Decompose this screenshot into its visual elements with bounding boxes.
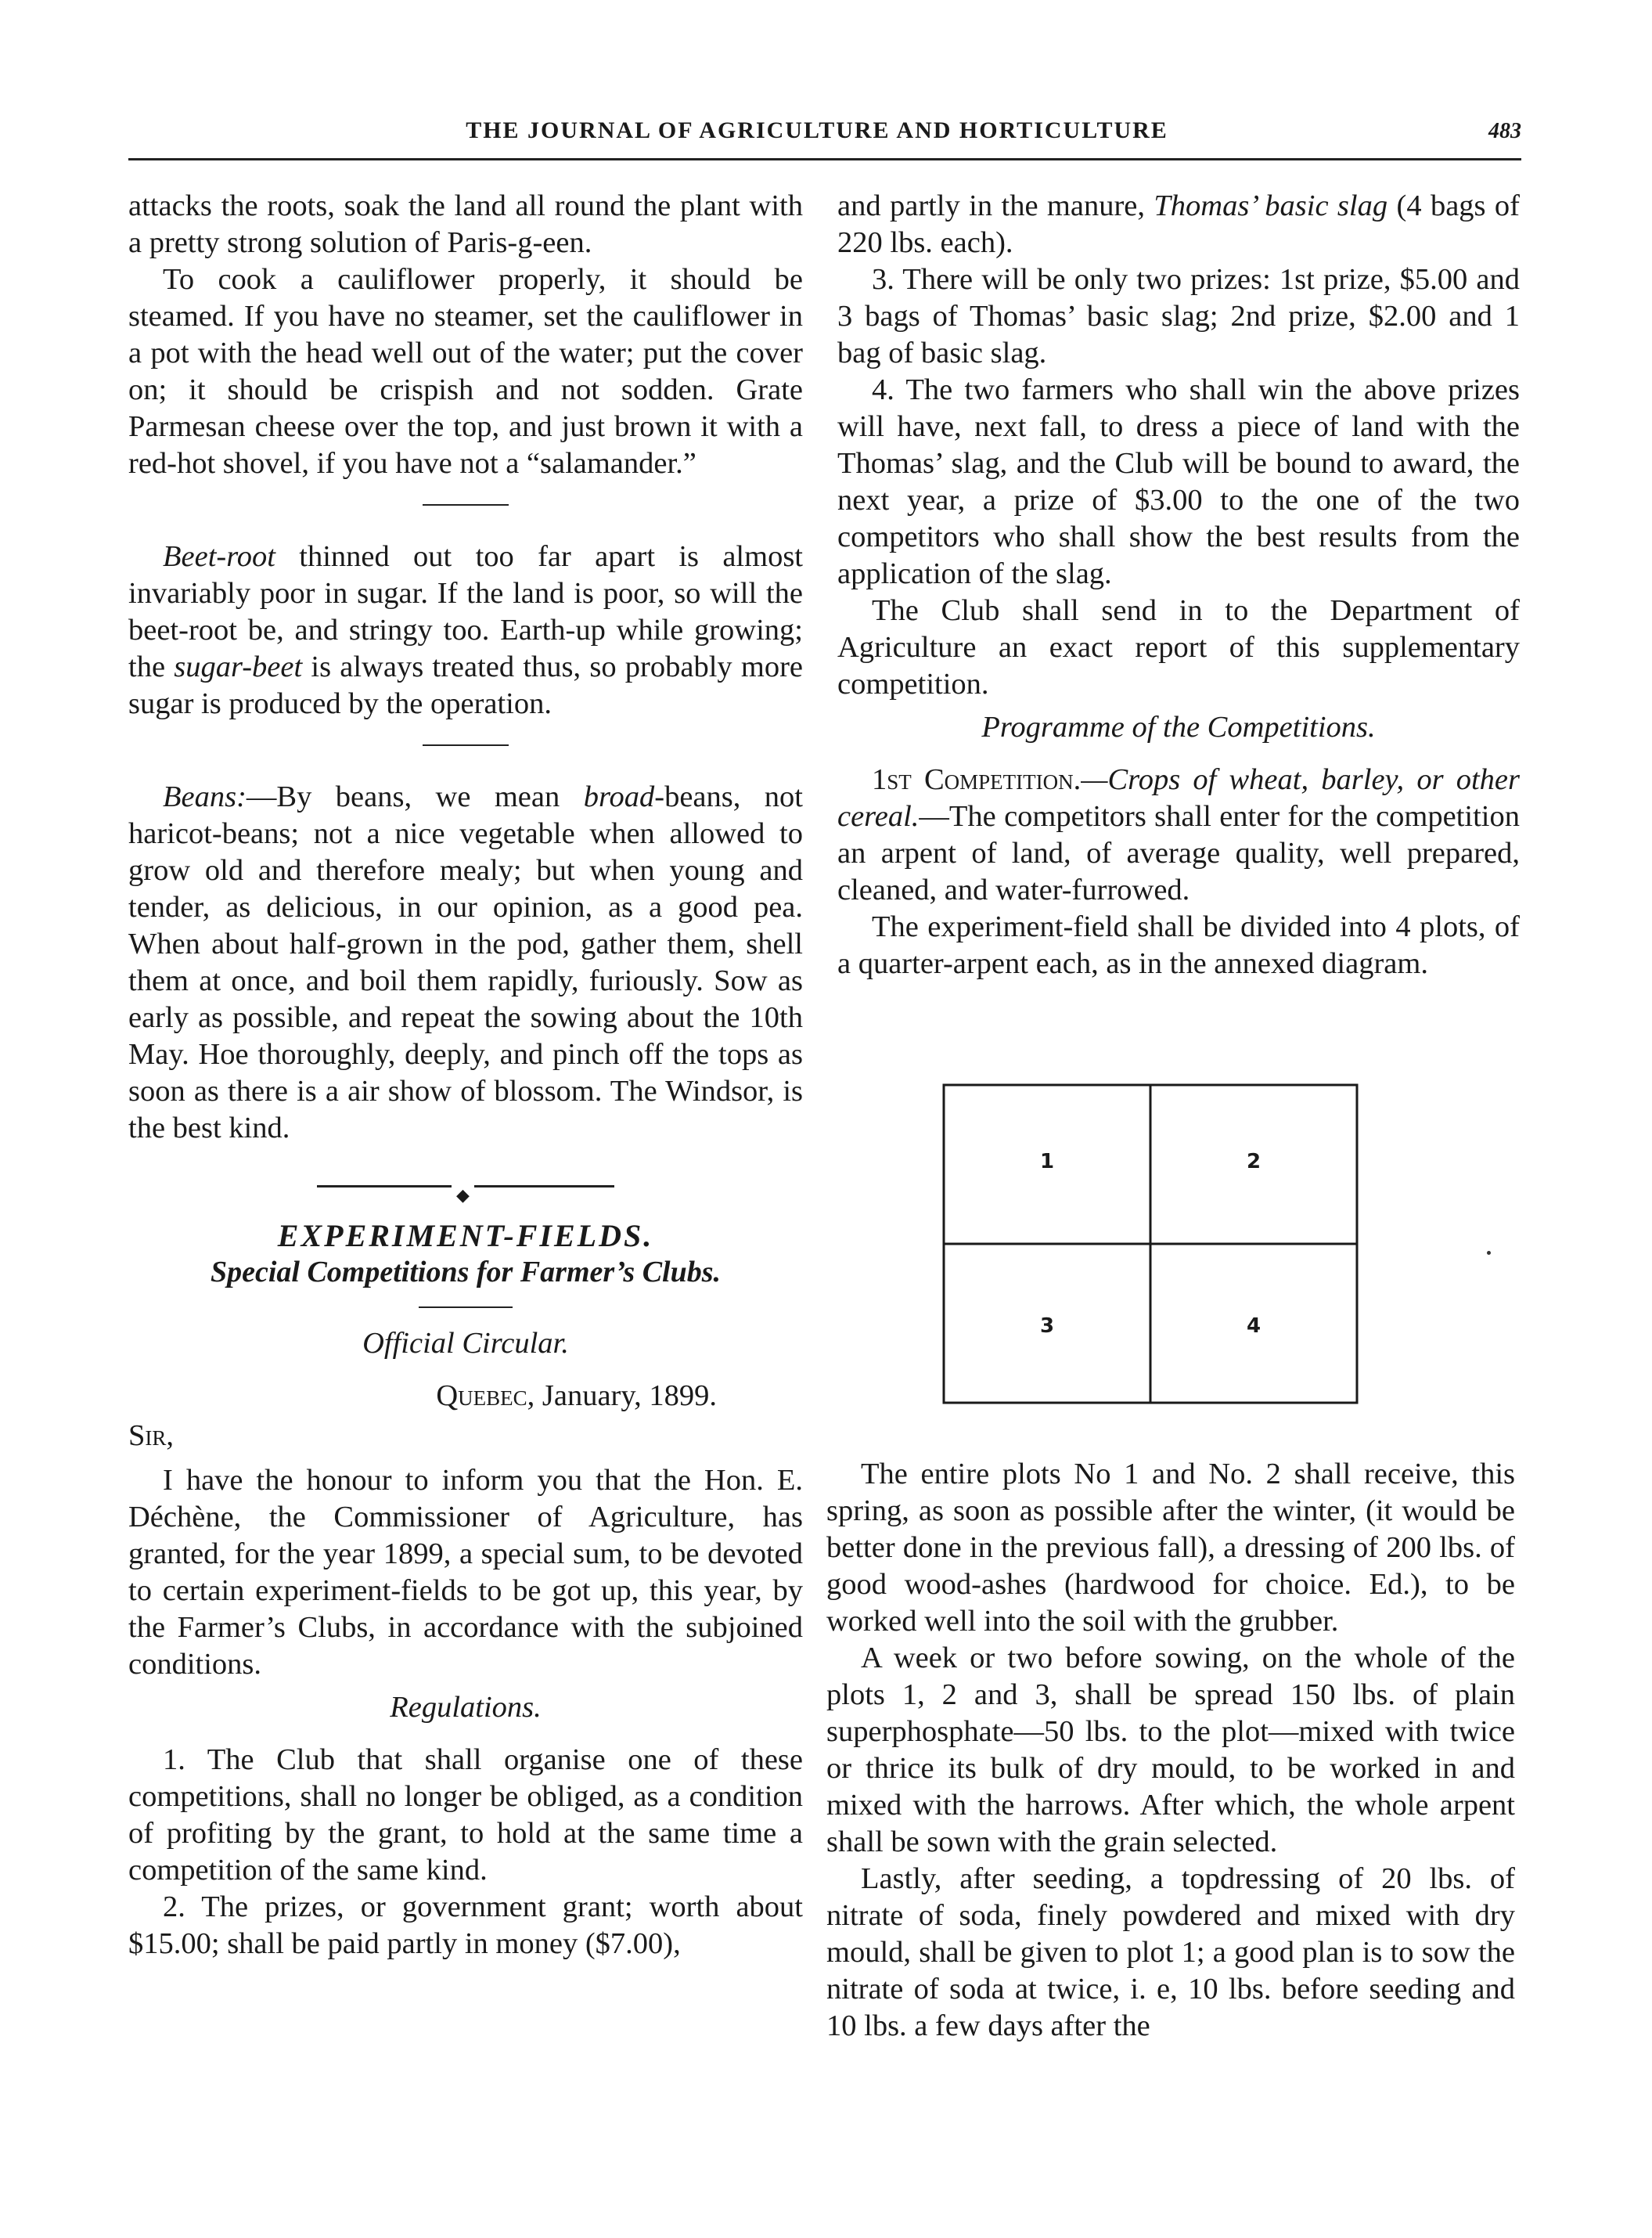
paragraph-cauliflower: To cook a cauliflower properly, it should be steamed. If you have no steamer, set the cauliflower in a pot with the head well out of the water; put the cover on; it should be crispish and not sodden. Grate Parmesan cheese over the top, and just brown it with a red-hot shovel, if you have not a “salamander.” [128, 263, 803, 480]
page-number: 483 [1488, 119, 1521, 143]
paragraph-slag: and partly in the manure, Thomas’ basic slag (4 bags of 220 lbs. each). [837, 189, 1520, 259]
plot-1-label: 1 [1039, 1150, 1055, 1173]
regulation-2: 2. The prizes, or government grant; worth about $15.00; shall be paid partly in money ($7.00), [128, 1890, 803, 1960]
dateline: Quebec, January, 1899. [436, 1379, 717, 1412]
plot-diagram [928, 1071, 1373, 1417]
beetroot-lead: Beet-root [163, 540, 275, 573]
journal-title: THE JOURNAL OF AGRICULTURE AND HORTICULTURE [466, 117, 1168, 143]
paragraph-letter: I have the honour to inform you that the Hon. E. Déchène, the Commissioner of Agriculture, has granted, for the year 1899, a special sum, to be devoted to certain experiment-fields to be got up, this year, by the Farmer’s Clubs, in accordance with the subjoined conditions. [128, 1464, 803, 1681]
paragraph-nitrate: Lastly, after seeding, a topdressing of 20 lbs. of nitrate of soda, finely powdered and mixed with dry mould, shall be given to plot 1; a good plan is to sow the nitrate of soda at twice, i. e, 10 lbs. before seeding and 10 lbs. a few days after the [826, 1862, 1515, 2042]
plot-2-label: 2 [1246, 1150, 1261, 1173]
paragraph-beans: Beans:—By beans, we mean broad-beans, not haricot-beans; not a nice vegetable when allowed to grow old and therefore mealy; but when young and tender, as delicious, in our opinion, as a good pea. When about half-grown in the pod, gather them, shell them at once, and boil them rapidly, furiously. Sow as early as possible, and repeat the sowing about the 10th May. Hoe thoroughly, deeply, and pinch off the tops as soon as there is a air show of blossom. The Windsor, is the best kind. [128, 780, 803, 1144]
regulation-4: 4. The two farmers who shall win the above prizes will have, next fall, to dress a piece of land with the Thomas’ slag, and the Club will be bound to award, the next year, a prize of $3.00 to the one of the two competitors who shall show the best results from the application of the slag. [837, 373, 1520, 590]
plot-3-label: 3 [1039, 1314, 1055, 1338]
paragraph-plots-1-2: The entire plots No 1 and No. 2 shall receive, this spring, as soon as possible after the winter, (it would be better done in the previous fall), a dressing of 200 lbs. of good wood-ashes (hardwood for choice. Ed.), to be worked well into the soil with the grubber. [826, 1458, 1515, 1638]
paragraph-divided: The experiment-field shall be divided into 4 plots, of a quarter-arpent each, as in the annexed diagram. [837, 910, 1520, 980]
ink-speck [1487, 1251, 1491, 1255]
ornament-divider [317, 1178, 614, 1205]
salutation: Sir, [128, 1419, 175, 1452]
paragraph-competition-1: 1st Competition.—Crops of wheat, barley, or other cereal.—The competitors shall enter for the competition an arpent of land, of average quality, well prepared, cleaned, and water-furrowed. [837, 763, 1520, 906]
paragraph-club-report: The Club shall send in to the Department of Agriculture an exact report of this supplementary competition. [837, 594, 1520, 701]
regulation-1: 1. The Club that shall organise one of these competitions, shall no longer be obliged, as a condition of profiting by the grant, to hold at the same time a competition of the same kind. [128, 1743, 803, 1887]
regulation-3: 3. There will be only two prizes: 1st prize, $5.00 and 3 bags of Thomas’ basic slag; 2nd prize, $2.00 and 1 bag of basic slag. [837, 263, 1520, 369]
paragraph-superphosphate: A week or two before sowing, on the whole of the plots 1, 2 and 3, shall be spread 150 lbs. of plain superphosphate—50 lbs. to the plot—mixed with twice or thrice its bulk of dry mould, to be worked in and mixed with the harrows. After which, the whole arpent shall be sown with the grain selected. [826, 1642, 1515, 1858]
running-head [128, 117, 1521, 157]
plot-4-label: 4 [1246, 1314, 1261, 1338]
header-rule [128, 158, 1521, 160]
right-column-top [837, 188, 1520, 982]
separator-rule [423, 504, 509, 506]
right-column-bottom [826, 1456, 1515, 2045]
official-circular: Official Circular. [362, 1327, 569, 1360]
beans-lead: Beans: [163, 780, 247, 813]
subsection-title: Special Competitions for Farmer’s Clubs. [210, 1256, 722, 1288]
paragraph-paris-green: attacks the roots, soak the land all round the plant with a pretty strong solution of Paris-g-een. [128, 189, 803, 259]
subsection-rule [419, 1306, 513, 1308]
separator-rule [423, 744, 509, 746]
programme-heading: Programme of the Competitions. [981, 711, 1376, 744]
regulations-heading: Regulations. [390, 1691, 542, 1724]
section-title: EXPERIMENT-FIELDS. [277, 1218, 654, 1253]
left-column [128, 188, 803, 1962]
ornament-glyph-icon: ◆ [452, 1177, 474, 1213]
plot-diagram-svg [928, 1071, 1373, 1417]
paragraph-beetroot: Beet-root thinned out too far apart is almost invariably poor in sugar. If the land is poor, so will the beet-root be, and stringy too. Earth-up while growing; the sugar-beet is always treated thus, so probably more sugar is produced by the operation. [128, 540, 803, 720]
